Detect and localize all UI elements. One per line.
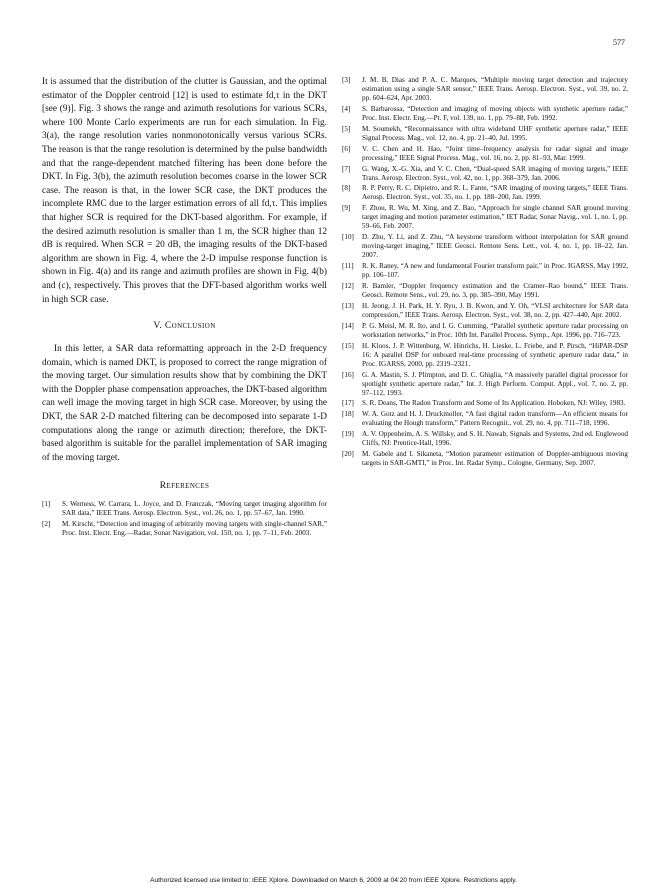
reference-item — [42, 520, 327, 538]
download-footer: Authorized licensed use limited to: IEEE Xplore. Downloaded on March 6, 2009 at 04:20 from IEEE Xplore. Restrictions apply. — [150, 877, 517, 884]
reference-number: [13] — [342, 301, 354, 310]
reference-text: S. Barbarossa, “Detection and imaging of moving objects with synthetic aperture radar,” Proc. Inst. Electr. Eng.—Pt. F, vol. 139, no. 1, pp. 79–88, Feb. 1992. — [362, 104, 628, 122]
reference-item — [342, 76, 628, 103]
reference-text: A. V. Oppenheim, A. S. Willsky, and S. H. Nawab, Signals and Systems, 2nd ed. Englewood Cliffs, NJ: Prentice-Hall, 1996. — [362, 430, 628, 448]
body-paragraph-results: It is assumed that the distribution of the clutter is Gaussian, and the optimal estimator of the Doppler centroid [12] is used to estimate fd,τ in the DKT [see (9)]. Fig. 3 shows the range and azimuth resolutions for various SCRs, where 100 Monte Carlo experiments are run for each simulation. In Fig. 3(a), the range resolution varies nonmonotonically versus various SCRs. The reason is that the range resolution is determined by the pulse bandwidth and that the range-dependent matched filtering has been done before the DKT. In Fig. 3(b), the azimuth resolution becomes coarse in the lower SCR case. The reason is that, in the lower SCR case, the DKT produces the incomplete RMC due to the larger estimation errors of all fd,τ. This implies that higher SCR is required for the DKT-based algorithm. For example, if the desired azimuth resolution is smaller than 1 m, the SCR higher than 12 dB is required. When SCR = 20 dB, the imaging results of the DKT-based algorithm are shown in Fig. 4, where the 2-D impulse response function is shown in Fig. 4(a) and its range and azimuth profiles are shown in Fig. 4(b) and (c), respectively. This proves that the DFT-based algorithm works well in high SCR case. — [42, 77, 327, 305]
reference-number: [5] — [342, 124, 351, 133]
reference-text: P. G. Meisl, M. R. Ito, and I. G. Cumming, “Parallel synthetic aperture radar processing on workstation networks,” in Proc. 10th Int. Parallel Process. Symp., Apr. 1996, pp. 716–723. — [362, 321, 628, 339]
left-column — [42, 76, 327, 540]
reference-text: G. Wang, X.-G. Xia, and V. C. Chen, “Dual-speed SAR imaging of moving targets,” IEEE Trans. Aerosp. Electron. Syst., vol. 42, no. 1, pp. 368–379, Jan. 2006. — [362, 164, 628, 182]
reference-text: G. A. Mastin, S. J. Plimpton, and D. C. Ghiglia, “A massively parallel digital processor for spotlight synthetic aperture radar,” Int. J. High Perform. Comput. Appl., vol. 7, no. 2, pp. 97–112, 1993. — [362, 370, 628, 397]
reference-number: [10] — [342, 233, 354, 242]
reference-item — [42, 500, 327, 518]
reference-number: [1] — [42, 500, 51, 509]
reference-item — [342, 371, 628, 398]
reference-item — [342, 410, 628, 428]
reference-number: [19] — [342, 430, 354, 439]
reference-text: M. Soumekh, “Reconnaissance with ultra wideband UHF synthetic aperture radar,” IEEE Signal Process. Mag., vol. 12, no. 4, pp. 21–40, Jul. 1995. — [362, 124, 628, 142]
reference-item — [342, 145, 628, 163]
conclusion-heading: V. Conclusion — [153, 321, 216, 332]
reference-text: M. Gabele and I. Sikaneta, “Motion parameter estimation of Doppler-ambiguous moving targets in SAR-GMTI,” in Proc. Int. Radar Symp., Cologne, Germany, Sep. 2007. — [362, 450, 628, 468]
reference-number: [14] — [342, 321, 354, 330]
reference-number: [2] — [42, 520, 51, 529]
reference-number: [17] — [342, 399, 354, 408]
reference-text: R. Bamler, “Doppler frequency estimation and the Cramer–Rao bound,” IEEE Trans. Geosci. Remote Sens., vol. 29, no. 3, pp. 385–390, May 1991. — [362, 282, 628, 299]
reference-item — [342, 322, 628, 340]
reference-item — [342, 450, 628, 468]
reference-item — [342, 125, 628, 143]
reference-number: [12] — [342, 282, 354, 291]
reference-number: [7] — [342, 164, 351, 173]
reference-number: [4] — [342, 104, 351, 113]
reference-item — [342, 204, 628, 231]
reference-number: [16] — [342, 370, 354, 379]
reference-item — [342, 342, 628, 369]
reference-item — [342, 262, 628, 280]
reference-item — [342, 184, 628, 202]
reference-list-left — [42, 500, 327, 538]
reference-number: [11] — [342, 262, 354, 271]
reference-text: S. R. Deans, The Radon Transform and Some of Its Application. Hoboken, NJ: Wiley, 1983. — [362, 399, 626, 408]
reference-list-right — [342, 76, 628, 468]
reference-item — [342, 105, 628, 123]
reference-item — [342, 165, 628, 183]
reference-text: W. A. Gotz and H. J. Druckmoller, “A fast digital radon transform—An efficient means for evaluating the Hough transform,” Pattern Recognit., vol. 29, no. 4, pp. 711–718, 1996. — [362, 410, 628, 428]
reference-item — [342, 233, 628, 260]
conclusion-paragraph: In this letter, a SAR data reformatting approach in the 2-D frequency domain, which is named DKT, is proposed to correct the range migration of the moving target. Our simulation results show that by combining the DKT with the Doppler phase compensation approaches, the DKT-based algorithm can well image the moving target in high SCR case. Moreover, by using the DKT, the SAR 2-D matched filtering can be decomposed into separate 1-D computations along the range or azimuth direction; therefore, the DKT-based algorithm is suitable for the parallel implementation of SAR imaging of the moving target. — [42, 344, 327, 463]
reference-number: [3] — [342, 76, 351, 84]
reference-text: F. Zhou, R. Wu, M. Xing, and Z. Bao, “Approach for single channel SAR ground moving target imaging and motion parameter estimation,” IET Radar, Sonar Navig., vol. 1, no. 1, pp. 59–66, Feb. 2007. — [362, 204, 628, 231]
reference-item — [342, 282, 628, 300]
reference-number: [18] — [342, 410, 354, 419]
reference-text: H. Jeong, J. H. Park, H. Y. Ryu, J. B. Kwon, and Y. Oh, “VLSI architecture for SAR data compression,” IEEE Trans. Aerosp. Electron. Syst., vol. 38, no. 2, pp. 427–440, Apr. 2002. — [362, 301, 628, 319]
reference-number: [20] — [342, 450, 354, 459]
references-heading: References — [159, 481, 210, 492]
right-column — [342, 76, 628, 470]
reference-text: V. C. Chen and H. Hao, “Joint time–frequency analysis for radar signal and image processing,” IEEE Signal Process. Mag., vol. 16, no. 2, pp. 81–93, Mar. 1999. — [362, 144, 628, 162]
reference-item — [342, 302, 628, 320]
reference-number: [6] — [342, 144, 351, 153]
reference-text: J. M. B. Dias and P. A. C. Marques, “Multiple moving target detection and trajectory estimation using a single SAR sensor,” IEEE Trans. Aerosp. Electron. Syst., vol. 39, no. 2, pp. 604–624, Apr. 2003. — [362, 76, 628, 102]
reference-item — [342, 430, 628, 448]
reference-item — [342, 399, 628, 408]
page-number: 577 — [613, 38, 625, 47]
reference-text: H. Kloos, J. P. Wittenburg, W. Hinrichs, H. Lieske, L. Friebe, and P. Pirsch, “HiPAR-DSP 16: A parallel DSP for onboard real-time processing of synthetic aperture radar data,” in Proc. IGARSS, 2000, pp. 2319–2321. — [362, 341, 628, 368]
reference-text: D. Zhu, Y. Li, and Z. Zhu, “A keystone transform without interpolation for SAR ground moving-target imaging,” IEEE Geosci. Remote Sens. Lett., vol. 4, no. 1, pp. 18–22, Jan. 2007. — [362, 233, 628, 260]
reference-text: S. Werness, W. Carrara, L. Joyce, and D. Franczak, “Moving target imaging algorithm for SAR data,” IEEE Trans. Aerosp. Electron. Syst., vol. 26, no. 1, pp. 57–67, Jan. 1990. — [62, 500, 327, 518]
reference-number: [15] — [342, 341, 354, 350]
reference-number: [9] — [342, 204, 351, 213]
reference-text: M. Kirscht, “Detection and imaging of arbitrarily moving targets with single-channel SAR,” Proc. Inst. Electr. Eng.—Radar, Sonar Navigation, vol. 150, no. 1, pp. 7–11, Feb. 2003. — [62, 520, 327, 538]
reference-text: R. K. Raney, “A new and fundamental Fourier transform pair,” in Proc. IGARSS, May 1992, pp. 106–107. — [362, 262, 628, 280]
reference-text: R. P. Perry, R. C. Dipietro, and R. L. Fante, “SAR imaging of moving targets,” IEEE Trans. Aerosp. Electron. Syst., vol. 35, no. 1, pp. 188–200, Jan. 1999. — [362, 184, 628, 202]
reference-number: [8] — [342, 184, 351, 193]
